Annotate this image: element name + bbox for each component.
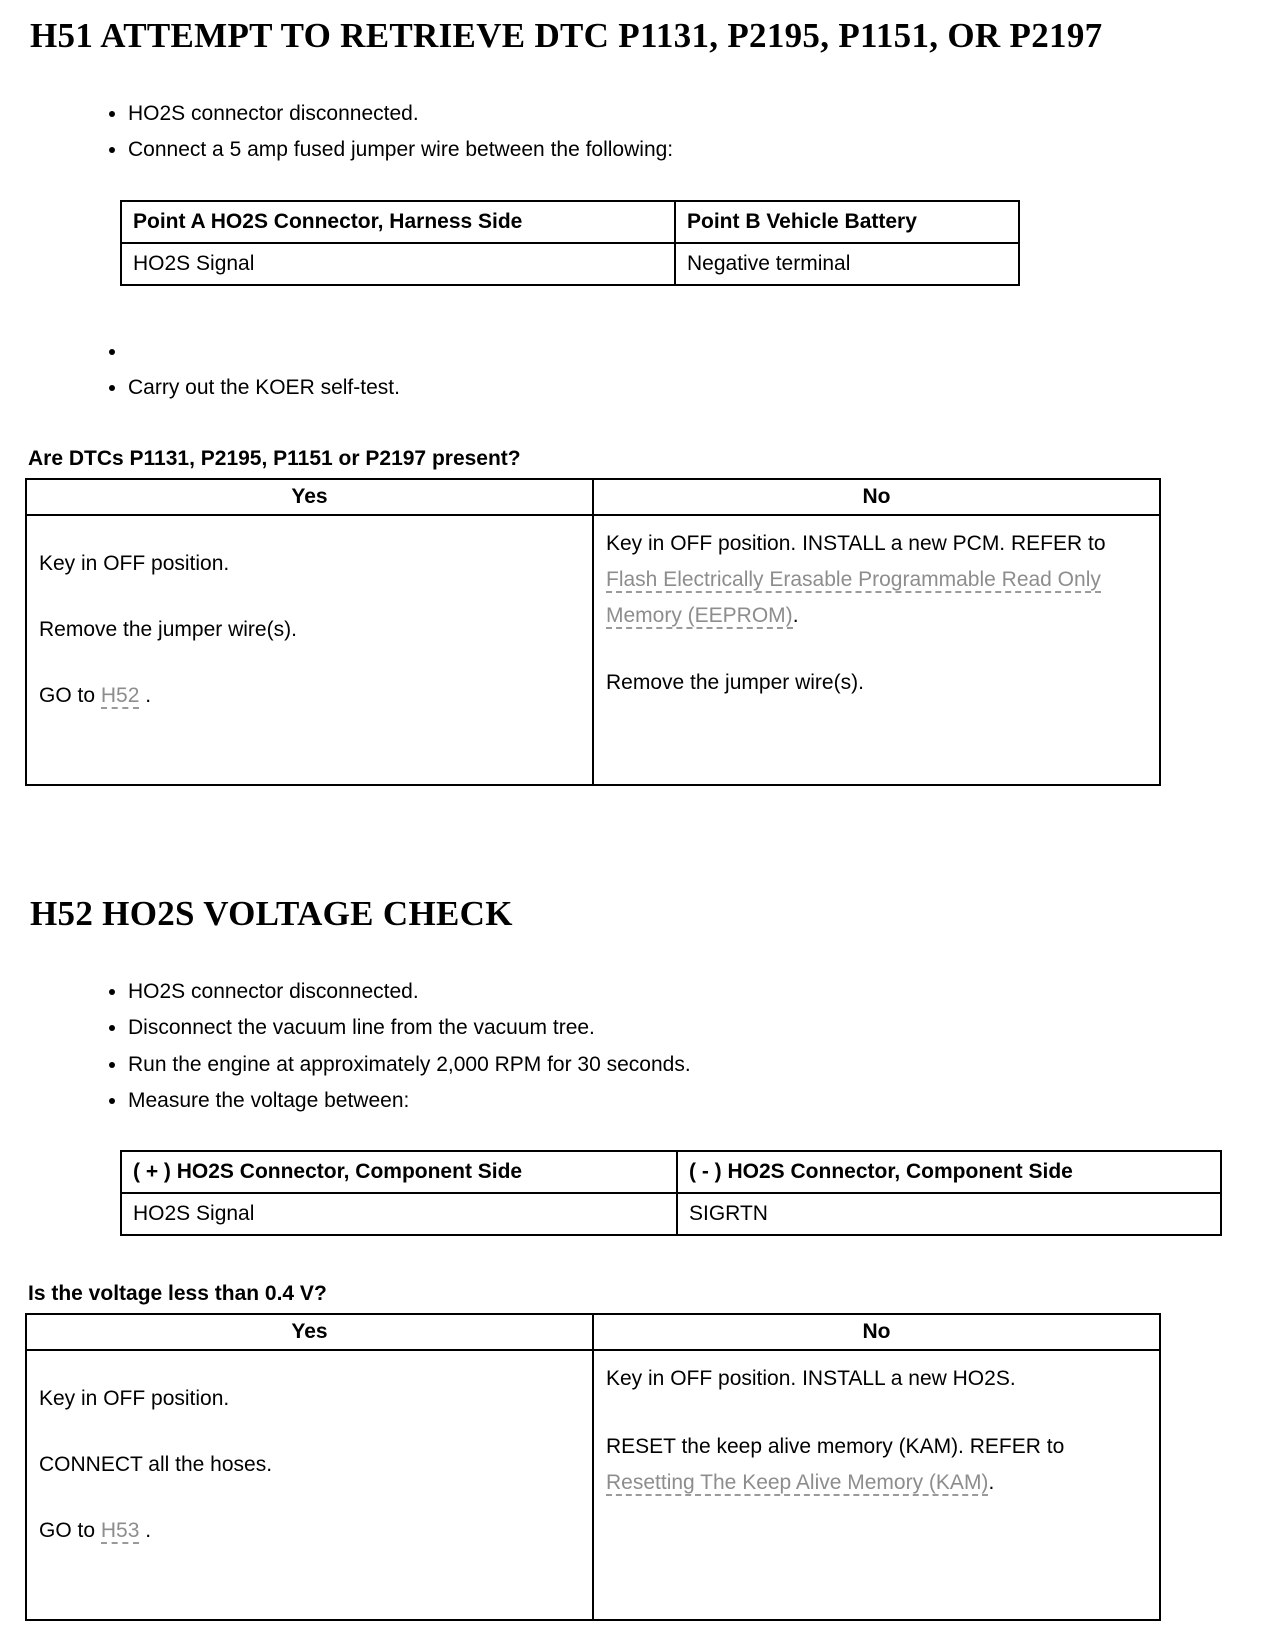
bullet-item: • HO2S connector disconnected. (128, 100, 1234, 127)
h51-bullet-list-2 (128, 338, 1234, 402)
h51-bullet-list (128, 100, 1234, 164)
instruction-line: Remove the jumper wire(s). (39, 617, 297, 641)
bullet-item: • Run the engine at approximately 2,000 RPM for 30 seconds. (128, 1051, 1234, 1078)
h51-decision-table (25, 478, 1161, 786)
yes-cell (26, 515, 593, 785)
table-cell: HO2S Signal (121, 243, 675, 285)
table-header-cell: ( + ) HO2S Connector, Component Side (121, 1151, 677, 1193)
instruction-text: RESET the keep alive memory (KAM). REFER to (606, 1435, 1065, 1459)
goto-line (39, 678, 580, 714)
goto-prefix: GO to (39, 1518, 101, 1542)
table-cell: Negative terminal (675, 243, 1019, 285)
eeprom-procedure-link[interactable]: Flash Electrically Erasable Programmable Read Only Memory (EEPROM) (606, 567, 1101, 627)
h52-decision-table (25, 1313, 1161, 1621)
table-header-row (121, 201, 1019, 243)
bullet-item: • Connect a 5 amp fused jumper wire between the following: (128, 136, 1234, 163)
h52-section (30, 894, 1234, 1621)
instruction-line: CONNECT all the hoses. (39, 1453, 273, 1477)
decision-header-row (26, 479, 1160, 515)
goto-suffix: . (139, 683, 152, 707)
bullet-item: • Measure the voltage between: (128, 1087, 1234, 1114)
h52-step-link[interactable]: H52 (100, 683, 140, 707)
goto-prefix: GO to (39, 683, 101, 707)
table-header-row (121, 1151, 1221, 1193)
bullet-item: • HO2S connector disconnected. (128, 978, 1234, 1005)
bullet-item: • Disconnect the vacuum line from the vacuum tree. (128, 1014, 1234, 1041)
bullet-item (128, 338, 1234, 365)
yes-header-cell: Yes (26, 479, 593, 515)
h52-heading: H52 HO2S VOLTAGE CHECK (30, 894, 513, 934)
table-header-cell: ( - ) HO2S Connector, Component Side (677, 1151, 1221, 1193)
instruction-text: Key in OFF position. INSTALL a new PCM. REFER to (606, 532, 1106, 556)
table-cell: SIGRTN (677, 1193, 1221, 1235)
bullet-item: • Carry out the KOER self-test. (128, 374, 1234, 401)
instruction-line: Key in OFF position. (39, 552, 230, 576)
h51-heading: H51 ATTEMPT TO RETRIEVE DTC P1131, P2195, P1151, OR P2197 (30, 16, 1103, 55)
h52-bullet-list (128, 978, 1234, 1114)
instruction-line: Key in OFF position. (39, 1387, 230, 1411)
goto-suffix: . (139, 1518, 152, 1542)
h52-question: Is the voltage less than 0.4 V? (28, 1282, 327, 1306)
kam-procedure-link[interactable]: Resetting The Keep Alive Memory (KAM) (606, 1470, 989, 1494)
instruction-line: Remove the jumper wire(s). (606, 671, 864, 695)
decision-body-row (26, 1350, 1160, 1620)
instruction-line (606, 1429, 1147, 1500)
no-cell (593, 1350, 1160, 1620)
no-cell (593, 515, 1160, 785)
instruction-line (606, 526, 1147, 633)
decision-header-row (26, 1314, 1160, 1350)
yes-cell (26, 1350, 593, 1620)
no-header-cell: No (593, 479, 1160, 515)
h51-question: Are DTCs P1131, P2195, P1151 or P2197 present? (28, 447, 521, 471)
table-header-cell: Point B Vehicle Battery (675, 201, 1019, 243)
no-header-cell: No (593, 1314, 1160, 1350)
yes-header-cell: Yes (26, 1314, 593, 1350)
decision-body-row (26, 515, 1160, 785)
instruction-text: . (988, 1470, 995, 1494)
h53-step-link[interactable]: H53 (100, 1518, 140, 1542)
h51-jumper-wire-table (120, 200, 1020, 286)
h52-voltage-table (120, 1150, 1222, 1236)
instruction-line: Key in OFF position. INSTALL a new HO2S. (606, 1367, 1016, 1391)
table-row (121, 243, 1019, 285)
table-header-cell: Point A HO2S Connector, Harness Side (121, 201, 675, 243)
table-cell: HO2S Signal (121, 1193, 677, 1235)
instruction-text: . (792, 603, 799, 627)
h51-section (30, 16, 1234, 786)
goto-line (39, 1513, 580, 1549)
table-row (121, 1193, 1221, 1235)
